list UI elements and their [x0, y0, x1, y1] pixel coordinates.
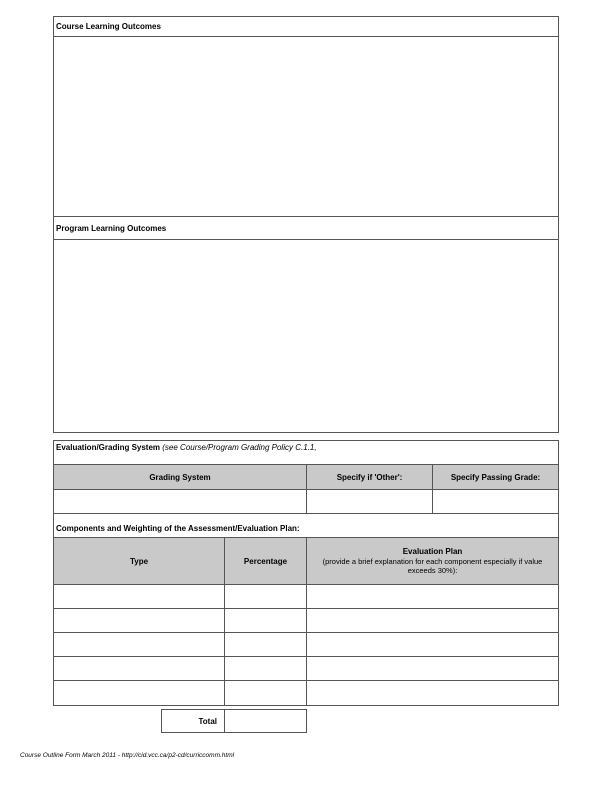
component-plan-input-5[interactable]: [306, 680, 559, 706]
passing-grade-header-label: Specify Passing Grade:: [450, 472, 541, 482]
component-percentage-input-5[interactable]: [224, 680, 307, 706]
component-plan-input-2[interactable]: [306, 608, 559, 633]
component-plan-input-3[interactable]: [306, 632, 559, 657]
percentage-header: [224, 537, 307, 585]
total-percentage-input[interactable]: [224, 709, 307, 733]
form-footer: Course Outline Form March 2011 - http://cid.vcc.ca/p2-cd/curriccomm.html: [20, 752, 235, 759]
evaluation-plan-header-title: Evaluation Plan: [402, 547, 463, 556]
component-percentage-input-4[interactable]: [224, 656, 307, 681]
course-learning-outcomes-section: [53, 16, 559, 217]
component-percentage-input-3[interactable]: [224, 632, 307, 657]
component-type-input-5[interactable]: [53, 680, 225, 706]
grading-system-input[interactable]: [53, 489, 307, 514]
percentage-header-label: Percentage: [243, 556, 288, 566]
type-header-label: Type: [129, 556, 149, 566]
grading-system-header-label: Grading System: [149, 472, 211, 482]
grading-title-text: Evaluation/Grading System: [56, 443, 161, 452]
evaluation-plan-header-subtitle: (provide a brief explanation for each component especially if value exceeds 30%):: [322, 557, 543, 575]
component-type-input-3[interactable]: [53, 632, 225, 657]
program-learning-outcomes-label: Program Learning Outcomes: [54, 217, 558, 240]
component-plan-input-1[interactable]: [306, 584, 559, 609]
passing-grade-header: [432, 464, 559, 490]
specify-other-header-label: Specify if 'Other':: [336, 472, 403, 482]
component-percentage-input-1[interactable]: [224, 584, 307, 609]
component-type-input-4[interactable]: [53, 656, 225, 681]
specify-other-header: [306, 464, 433, 490]
course-learning-outcomes-label: Course Learning Outcomes: [54, 17, 558, 37]
component-type-input-1[interactable]: [53, 584, 225, 609]
course-learning-outcomes-field[interactable]: [54, 37, 558, 216]
components-title: Components and Weighting of the Assessment/Evaluation Plan:: [56, 524, 300, 533]
component-percentage-input-2[interactable]: [224, 608, 307, 633]
component-plan-input-4[interactable]: [306, 656, 559, 681]
specify-other-input[interactable]: [306, 489, 433, 514]
total-label-cell: [161, 709, 225, 733]
grading-note-text: (see Course/Program Grading Policy C.1.1,: [160, 443, 317, 452]
evaluation-plan-header: [306, 537, 559, 585]
grading-system-header: [53, 464, 307, 490]
type-header: [53, 537, 225, 585]
component-type-input-2[interactable]: [53, 608, 225, 633]
program-learning-outcomes-section: [53, 216, 559, 433]
grading-system-title: [56, 443, 317, 452]
program-learning-outcomes-field[interactable]: [54, 240, 558, 432]
total-label: Total: [198, 716, 217, 726]
passing-grade-input[interactable]: [432, 489, 559, 514]
